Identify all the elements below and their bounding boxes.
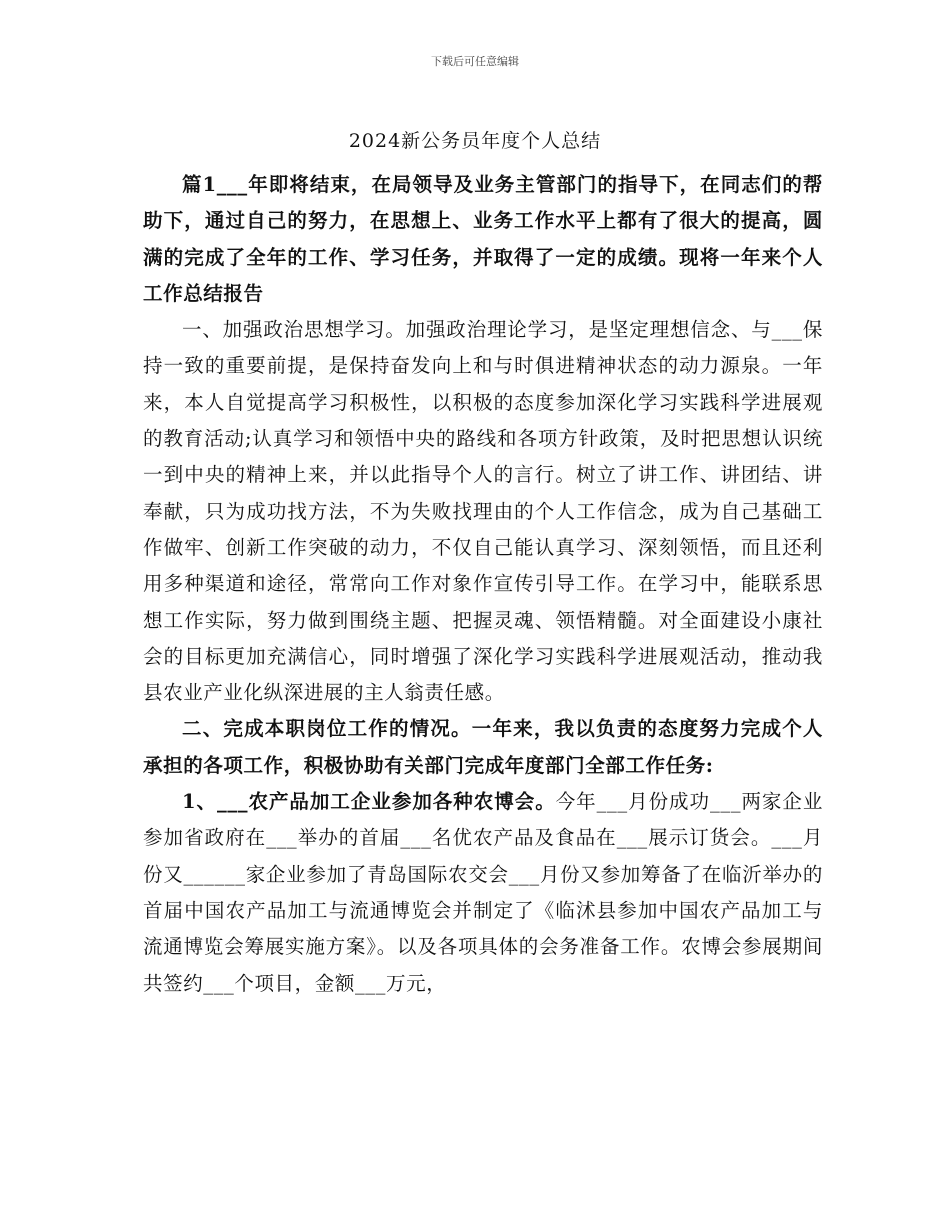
item-one-text: 今年___月份成功___两家企业参加省政府在___举办的首届___名优农产品及食品在___展示订货会。___月份又______家企业参加了青岛国际农交会___月份又参加筹备了在临沂举办的首届中国农产品加工与流通博览会并制定了《临沭县参加中国农产品加工与流通博览会筹展实施方案》。以及各项具体的会务准备工作。农博会参展期间共签约___个项目，金额___万元， — [143, 790, 823, 995]
section-two-paragraph: 二、完成本职岗位工作的情况。一年来，我以负责的态度努力完成个人承担的各项工作，积极协助有关部门完成年度部门全部工作任务: — [143, 717, 823, 777]
header-note: 下载后可任意编辑 — [431, 55, 519, 68]
section-one-paragraph: 一、加强政治思想学习。加强政治理论学习，是坚定理想信念、与___保持一致的重要前提，是保持奋发向上和与时俱进精神状态的动力源泉。一年来，本人自觉提高学习积极性，以积极的态度参加深化学习实践科学进展观的教育活动;认真学习和领悟中央的路线和各项方针政策，及时把思想认识统一到中央的精神上来，并以此指导个人的言行。树立了讲工作、讲团结、讲奉献，只为成功找方法，不为失败找理由的个人工作信念，成为自己基础工作做牢、创新工作突破的动力，不仅自己能认真学习、深刻领悟，而且还利用多种渠道和途径，常常向工作对象作宣传引导工作。在学习中，能联系思想工作实际，努力做到围绕主题、把握灵魂、领悟精髓。对全面建设小康社会的目标更加充满信心，同时增强了深化学习实践科学进展观活动，推动我县农业产业化纵深进展的主人翁责任感。 — [143, 318, 823, 705]
document-body — [143, 167, 823, 1002]
intro-paragraph: 篇1___年即将结束，在局领导及业务主管部门的指导下，在同志们的帮助下，通过自己的努力，在思想上、业务工作水平上都有了很大的提高，圆满的完成了全年的工作、学习任务，并取得了一定的成绩。现将一年来个人工作总结报告 — [143, 173, 823, 305]
item-one-paragraph — [143, 784, 823, 1002]
document-title: 2024新公务员年度个人总结 — [348, 130, 602, 152]
item-one-heading: 1、___农产品加工企业参加各种农博会。 — [182, 790, 556, 814]
